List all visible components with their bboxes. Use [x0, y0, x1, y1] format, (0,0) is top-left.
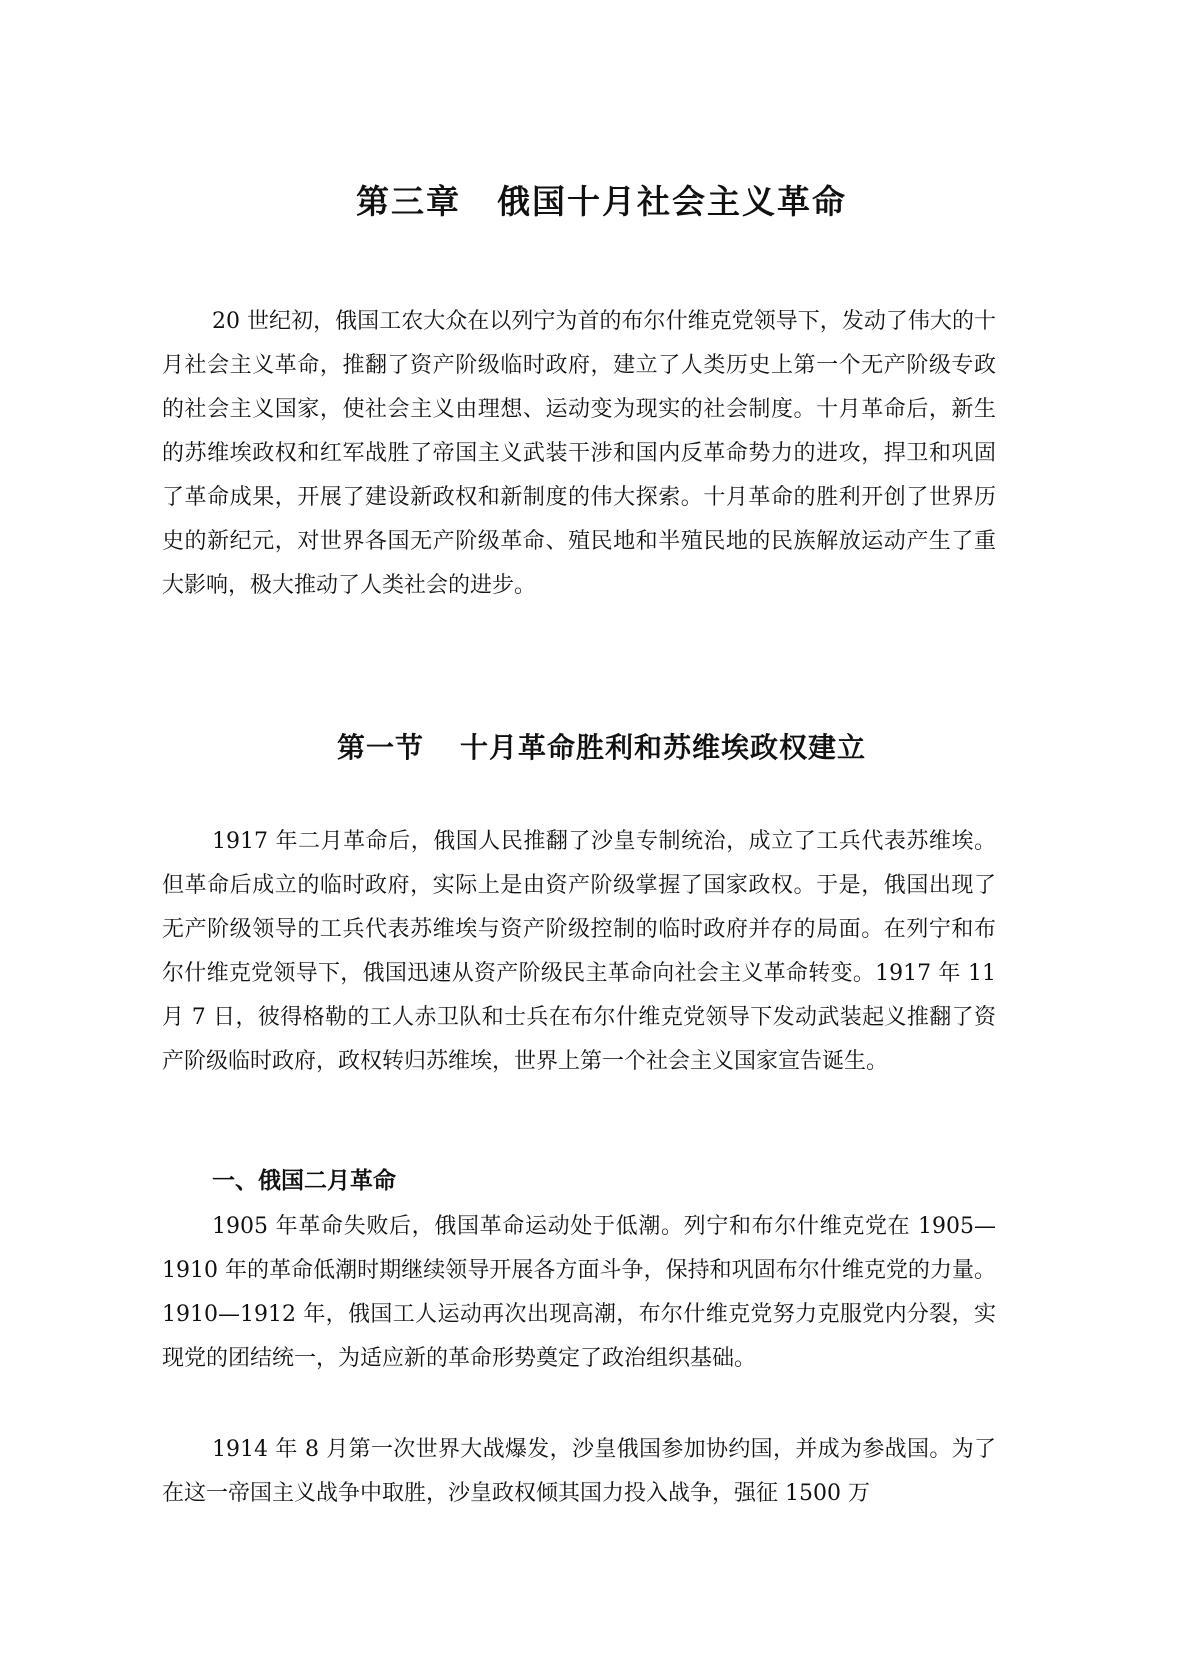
chapter-title: [0, 180, 1203, 224]
section-title: [0, 728, 1203, 768]
chapter-number: 第三章: [356, 182, 461, 221]
section-number: 第一节: [336, 731, 424, 764]
body-paragraph: 1914 年 8 月第一次世界大战爆发，沙皇俄国参加协约国，并成为参战国。为了在这一帝国主义战争中取胜，沙皇政权倾其国力投入战争，强征 1500 万: [162, 1437, 996, 1506]
chapter-intro-paragraph: 20 世纪初，俄国工农大众在以列宁为首的布尔什维克党领导下，发动了伟大的十月社会主义革命，推翻了资产阶级临时政府，建立了人类历史上第一个无产阶级专政的社会主义国家，使社会主义由理想、运动变为现实的社会制度。十月革命后，新生的苏维埃政权和红军战胜了帝国主义武装干涉和国内反革命势力的进攻，捍卫和巩固了革命成果，开展了建设新政权和新制度的伟大探索。十月革命的胜利开创了世界历史的新纪元，对世界各国无产阶级革命、殖民地和半殖民地的民族解放运动产生了重大影响，极大推动了人类社会的进步。: [162, 309, 996, 598]
chapter-name: 俄国十月社会主义革命: [497, 182, 847, 221]
subsection-heading: 一、俄国二月革命: [212, 1168, 396, 1194]
section-intro-paragraph: 1917 年二月革命后，俄国人民推翻了沙皇专制统治，成立了工兵代表苏维埃。但革命后成立的临时政府，实际上是由资产阶级掌握了国家政权。于是，俄国出现了无产阶级领导的工兵代表苏维埃与资产阶级控制的临时政府并存的局面。在列宁和布尔什维克党领导下，俄国迅速从资产阶级民主革命向社会主义革命转变。1917 年 11 月 7 日，彼得格勒的工人赤卫队和士兵在布尔什维克党领导下发动武装起义推翻了资产阶级临时政府，政权转归苏维埃，世界上第一个社会主义国家宣告诞生。: [162, 829, 996, 1074]
section-name: 十月革命胜利和苏维埃政权建立: [460, 731, 867, 764]
body-paragraph: 1905 年革命失败后，俄国革命运动处于低潮。列宁和布尔什维克党在 1905—1910 年的革命低潮时期继续领导开展各方面斗争，保持和巩固布尔什维克党的力量。1910—1912 年，俄国工人运动再次出现高潮，布尔什维克党努力克服党内分裂，实现党的团结统一，为适应新的革命形势奠定了政治组织基础。: [162, 1214, 996, 1371]
